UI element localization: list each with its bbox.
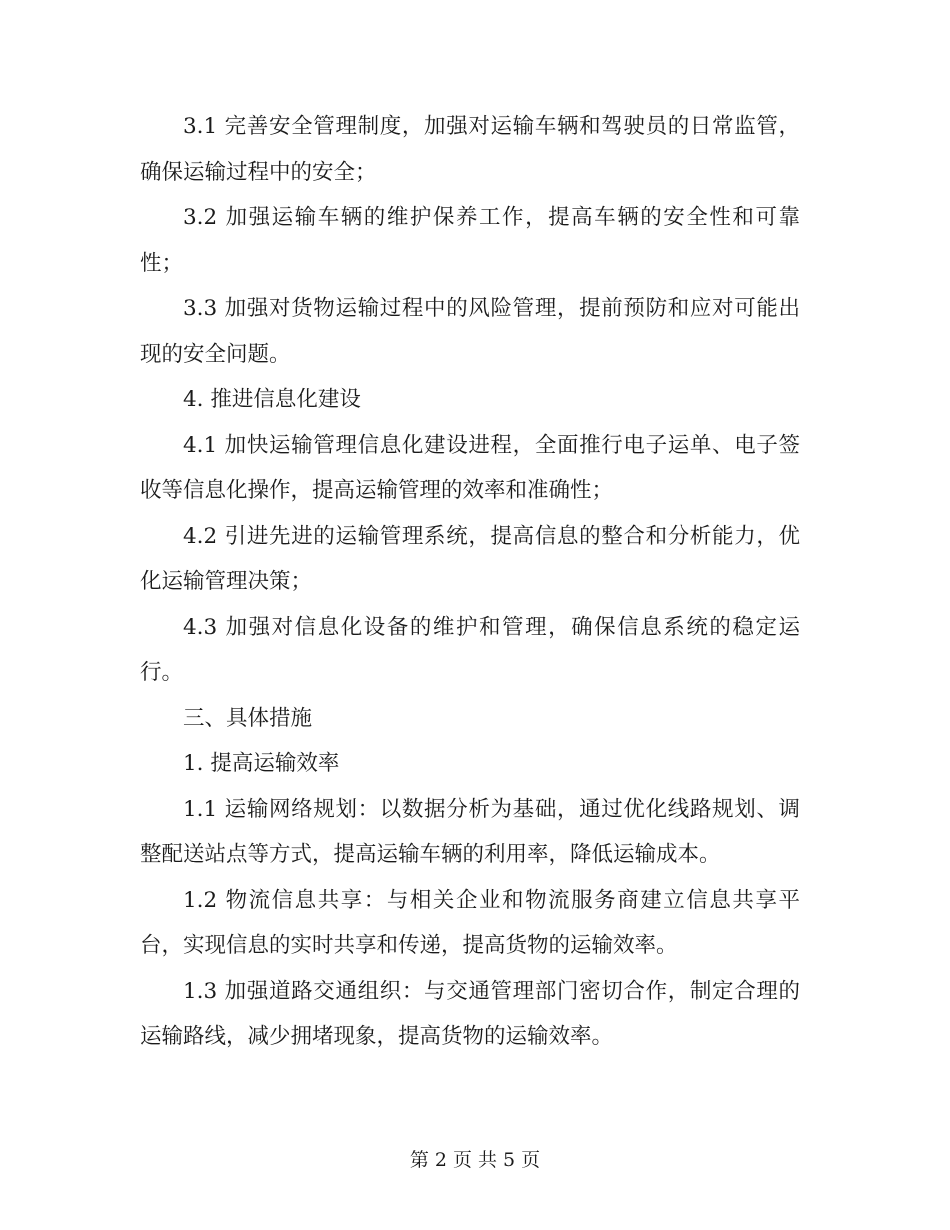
paragraph-3-2: 3.2 加强运输车辆的维护保养工作，提高车辆的安全性和可靠性； — [140, 205, 800, 276]
paragraph-1-1: 1.1 运输网络规划：以数据分析为基础，通过优化线路规划、调整配送站点等方式，提高运输车辆的利用率，降低运输成本。 — [140, 796, 800, 867]
document-body — [140, 104, 800, 1060]
paragraph-1-2: 1.2 物流信息共享：与相关企业和物流服务商建立信息共享平台，实现信息的实时共享和传递，提高货物的运输效率。 — [140, 887, 800, 958]
paragraph-4-3: 4.3 加强对信息化设备的维护和管理，确保信息系统的稳定运行。 — [140, 614, 800, 685]
paragraph-4-2: 4.2 引进先进的运输管理系统，提高信息的整合和分析能力，优化运输管理决策； — [140, 523, 800, 594]
paragraph-3-3: 3.3 加强对货物运输过程中的风险管理，提前预防和应对可能出现的安全问题。 — [140, 296, 800, 367]
section-heading-1: 1. 提高运输效率 — [183, 751, 340, 776]
chapter-heading-3: 三、具体措施 — [183, 705, 313, 731]
paragraph-4-1: 4.1 加快运输管理信息化建设进程，全面推行电子运单、电子签收等信息化操作，提高运输管理的效率和准确性； — [140, 432, 800, 503]
section-heading-4: 4. 推进信息化建设 — [183, 387, 361, 412]
paragraph-3-1: 3.1 完善安全管理制度，加强对运输车辆和驾驶员的日常监管，确保运输过程中的安全； — [140, 114, 800, 185]
paragraph-1-3: 1.3 加强道路交通组织：与交通管理部门密切合作，制定合理的运输路线，减少拥堵现象，提高货物的运输效率。 — [140, 978, 800, 1049]
page-number-footer: 第 2 页 共 5 页 — [409, 1149, 541, 1171]
